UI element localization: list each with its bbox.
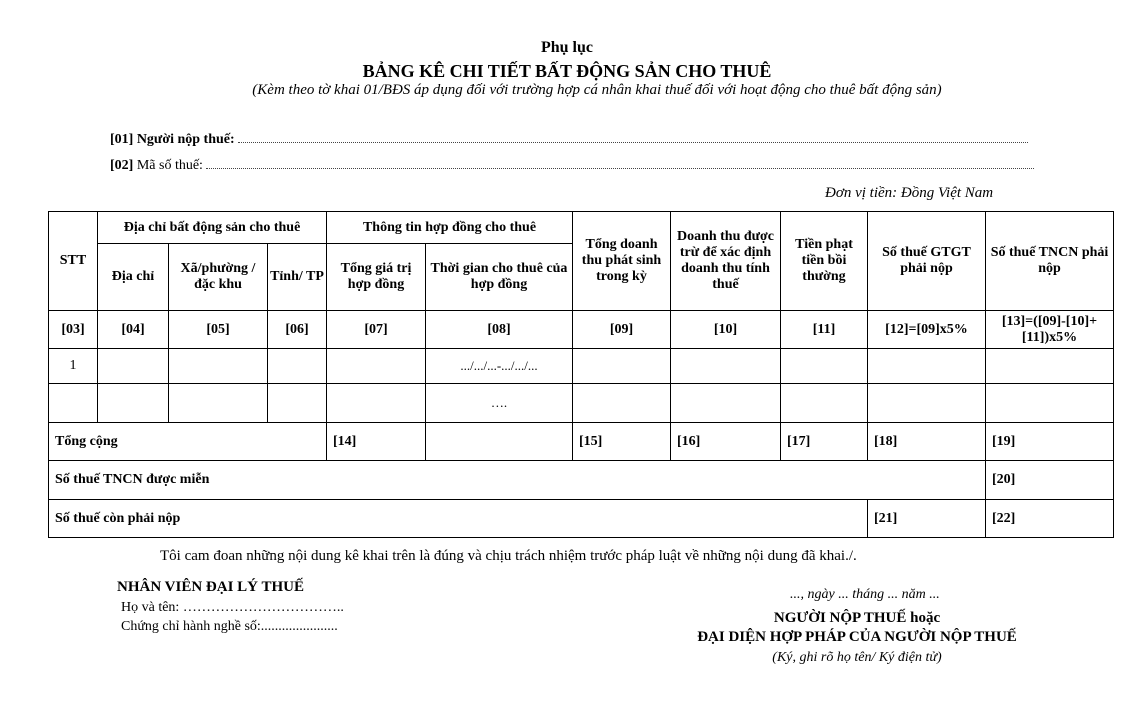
cell[interactable] — [671, 349, 781, 384]
taxpayer-input[interactable] — [238, 130, 1028, 143]
tax-code-prefix: [02] — [110, 158, 134, 173]
group-address: Địa chỉ bất động sản cho thuê — [98, 212, 327, 244]
cell[interactable] — [868, 384, 986, 423]
currency-unit: Đơn vị tiền: Đồng Việt Nam — [825, 185, 994, 201]
total-code: [15] — [573, 423, 671, 461]
cell[interactable] — [169, 349, 268, 384]
code-cell: [04] — [98, 311, 169, 349]
code-cell: [03] — [49, 311, 98, 349]
code-cell: [13]=([09]-[10]+[11])x5% — [986, 311, 1114, 349]
cell[interactable] — [868, 349, 986, 384]
remaining-row — [49, 500, 1114, 538]
code-cell: [12]=[09]x5% — [868, 311, 986, 349]
code-cell: [10] — [671, 311, 781, 349]
col-contract-value: Tổng giá trị hợp đồng — [327, 244, 426, 311]
signer-line-1: NGƯỜI NỘP THUẾ hoặc — [773, 610, 941, 626]
code-cell: [09] — [573, 311, 671, 349]
code-cell: [05] — [169, 311, 268, 349]
total-code: [18] — [868, 423, 986, 461]
cell[interactable] — [268, 384, 327, 423]
cell[interactable] — [781, 384, 868, 423]
total-code: [19] — [986, 423, 1114, 461]
total-code: [17] — [781, 423, 868, 461]
cell[interactable] — [327, 384, 426, 423]
col-pit: Số thuế TNCN phải nộp — [986, 212, 1114, 311]
col-stt: STT — [49, 212, 98, 311]
table-row — [49, 384, 1114, 423]
cell[interactable] — [49, 384, 98, 423]
col-province: Tỉnh/ TP — [268, 244, 327, 311]
remaining-code: [22] — [986, 500, 1114, 538]
tax-code-field — [110, 156, 1034, 174]
rental-property-table — [48, 211, 1114, 538]
table-row — [49, 349, 1114, 384]
remaining-label: Số thuế còn phải nộp — [49, 500, 868, 538]
code-cell: [07] — [327, 311, 426, 349]
code-row — [49, 311, 1114, 349]
row-term[interactable]: …. — [426, 384, 573, 423]
col-revenue: Tổng doanh thu phát sinh trong kỳ — [573, 212, 671, 311]
exempt-row — [49, 461, 1114, 500]
cell[interactable] — [169, 384, 268, 423]
cell[interactable] — [573, 384, 671, 423]
code-cell: [08] — [426, 311, 573, 349]
code-cell: [11] — [781, 311, 868, 349]
agent-title: NHÂN VIÊN ĐẠI LÝ THUẾ — [117, 579, 304, 595]
col-deductible: Doanh thu được trừ để xác định doanh thu tính thuế — [671, 212, 781, 311]
appendix-label: Phụ lục — [540, 39, 593, 56]
cell[interactable] — [98, 349, 169, 384]
total-code: [14] — [327, 423, 426, 461]
total-row — [49, 423, 1114, 461]
total-code: [16] — [671, 423, 781, 461]
document-subtitle: (Kèm theo tờ khai 01/BĐS áp dụng đối với trường hợp cá nhân khai thuế đối với hoạt động cho thuê bất động sản) — [252, 82, 942, 98]
exempt-label: Số thuế TNCN được miễn — [49, 461, 986, 500]
tax-code-input[interactable] — [206, 156, 1034, 169]
cell[interactable] — [573, 349, 671, 384]
total-label: Tổng cộng — [49, 423, 327, 461]
col-ward: Xã/phường /đặc khu — [169, 244, 268, 311]
cell[interactable] — [327, 349, 426, 384]
cell[interactable] — [268, 349, 327, 384]
agent-certificate[interactable]: Chứng chỉ hành nghề số:...................... — [121, 619, 338, 634]
code-cell: [06] — [268, 311, 327, 349]
signer-note: (Ký, ghi rõ họ tên/ Ký điện tử) — [772, 650, 942, 665]
col-penalty: Tiền phạt tiền bồi thường — [781, 212, 868, 311]
signing-date: ..., ngày ... tháng ... năm ... — [790, 587, 940, 602]
col-term: Thời gian cho thuê của hợp đồng — [426, 244, 573, 311]
col-address: Địa chỉ — [98, 244, 169, 311]
declaration-text: Tôi cam đoan những nội dung kê khai trên là đúng và chịu trách nhiệm trước pháp luật về những nội dung đã khai./. — [160, 548, 857, 564]
agent-name[interactable]: Họ và tên: …………………………….. — [121, 600, 344, 615]
cell[interactable] — [671, 384, 781, 423]
exempt-code: [20] — [986, 461, 1114, 500]
taxpayer-field — [110, 130, 1028, 148]
remaining-code: [21] — [868, 500, 986, 538]
cell[interactable] — [986, 384, 1114, 423]
taxpayer-label: [01] Người nộp thuế: — [110, 132, 235, 147]
row-term[interactable]: .../.../...-.../.../... — [426, 349, 573, 384]
header-row — [49, 212, 1114, 244]
document-title: BẢNG KÊ CHI TIẾT BẤT ĐỘNG SẢN CHO THUÊ — [362, 61, 772, 81]
group-contract: Thông tin hợp đồng cho thuê — [327, 212, 573, 244]
col-vat: Số thuế GTGT phải nộp — [868, 212, 986, 311]
cell[interactable] — [98, 384, 169, 423]
tax-code-label: Mã số thuế: — [136, 158, 203, 173]
cell[interactable] — [781, 349, 868, 384]
signer-line-2: ĐẠI DIỆN HỢP PHÁP CỦA NGƯỜI NỘP THUẾ — [697, 629, 1017, 645]
cell — [426, 423, 573, 461]
row-stt: 1 — [49, 349, 98, 384]
cell[interactable] — [986, 349, 1114, 384]
